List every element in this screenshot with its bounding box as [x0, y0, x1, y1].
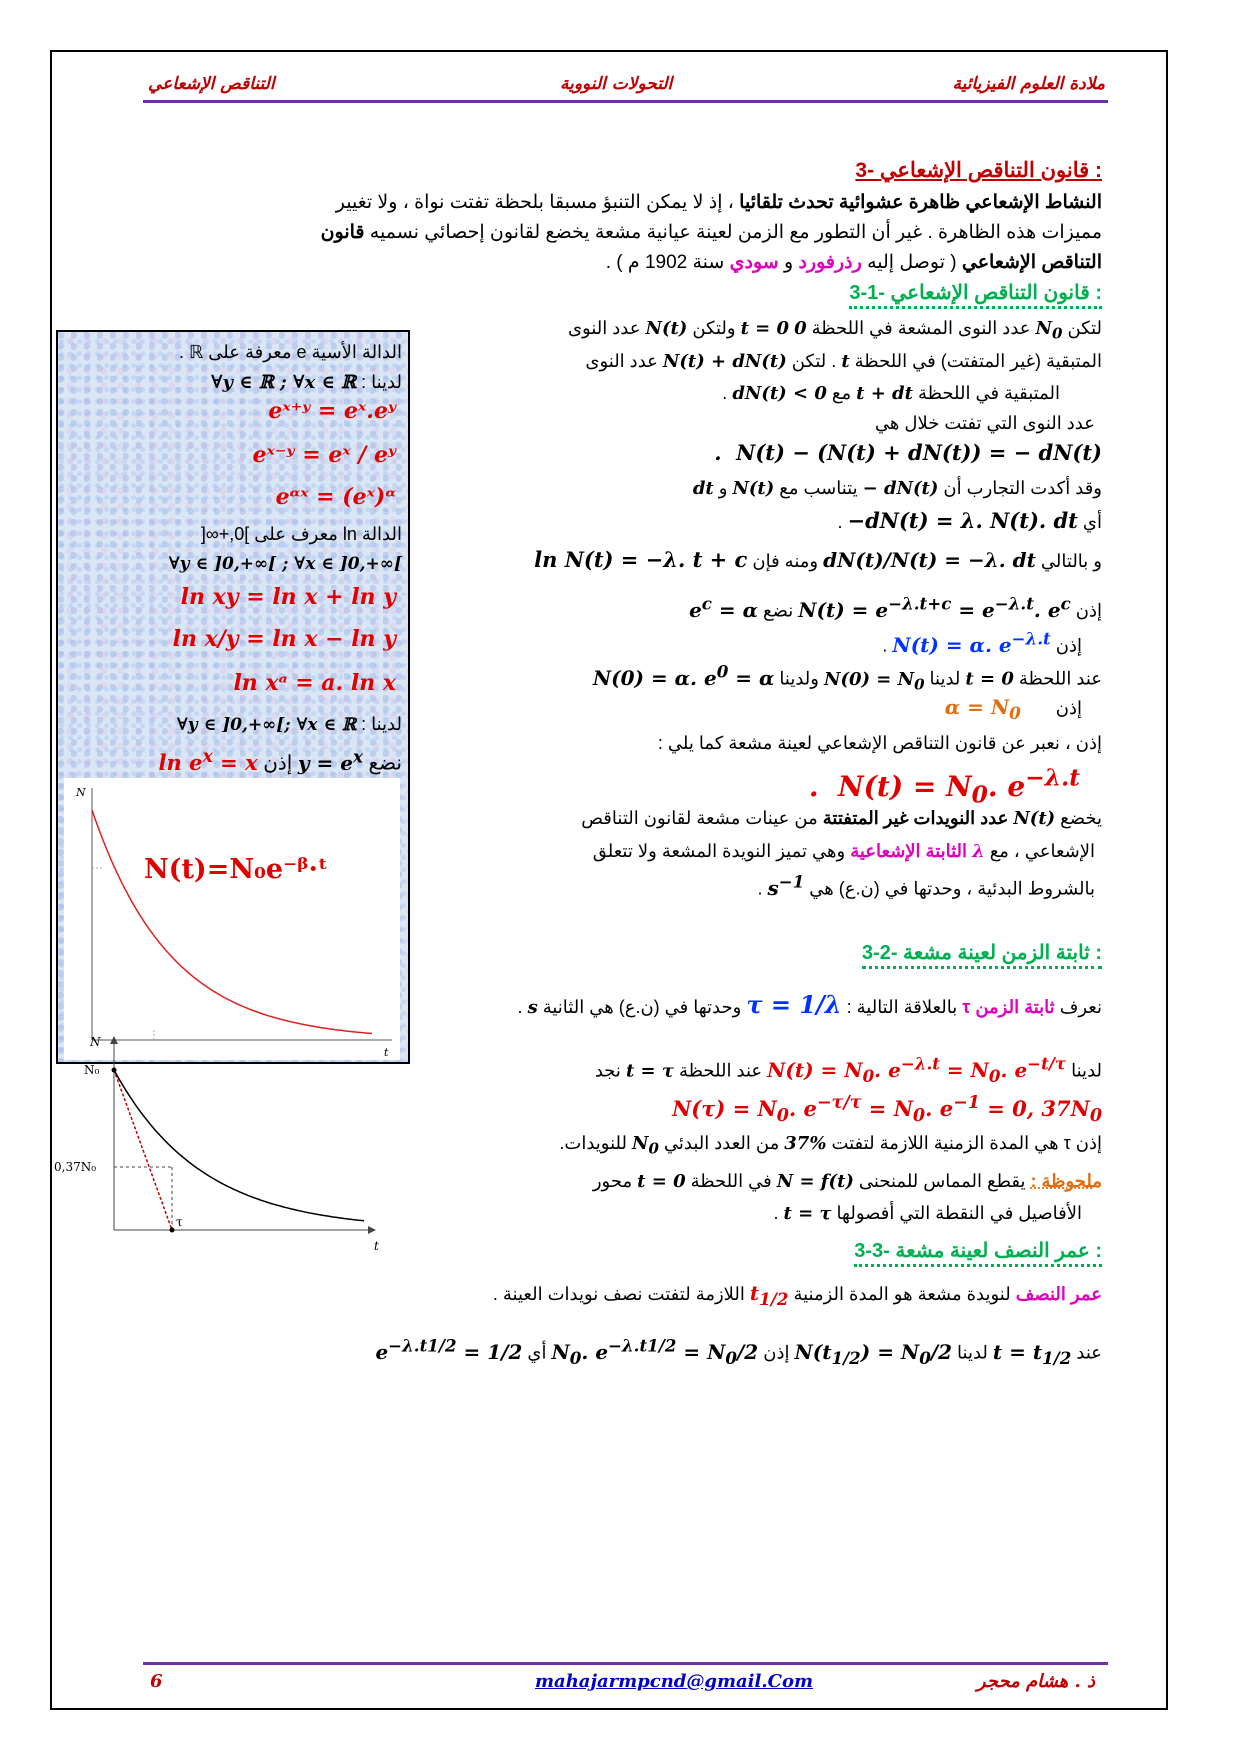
paragraph-line: المتبقية (غير المتفتت) في اللحظة t . لتكن N(t) + dN(t) عدد النوى — [585, 351, 1102, 372]
exp-property-1: eˣ⁺ʸ = eˣ.eʸ — [268, 398, 396, 424]
paragraph-line: التناقص الإشعاعي ( توصل إليه رذرفورد و سودي سنة 1902 م ) . — [605, 252, 1102, 273]
exp-property-3: eᵅˣ = (eˣ)ᵅ — [275, 484, 396, 510]
header-chapter: التحولات النووية — [560, 74, 673, 94]
paragraph-line: بالشروط البدئية ، وحدتها في (ن.ع) هي $s^{-1}$ . — [757, 871, 1095, 900]
paragraph-line: المتبقية في اللحظة t + dt مع dN(t) < 0 . — [722, 383, 1060, 404]
subsection-title-3-2: 3-2- ثابتة الزمن لعينة مشعة : — [862, 940, 1102, 969]
footer-author: ذ . هشام محجر — [976, 1671, 1095, 1692]
paragraph-line: لتكن $N_0$ عدد النوى المشعة في اللحظة 0 t = 0 ولتكن N(t) عدد النوى — [567, 318, 1102, 343]
paragraph-line: النشاط الإشعاعي ظاهرة عشوائية تحدث تلقائيا ، إذ لا يمكن التنبؤ مسبقا بلحظة تفتت نواة ، ولا تغيير — [335, 192, 1102, 213]
graph-formula: N(t)=N₀e⁻ᵝ·ᵗ — [144, 854, 328, 885]
axis-label-t: t — [384, 1046, 389, 1059]
decay-graph-inset — [64, 778, 400, 1060]
label-n0: N₀ — [84, 1063, 100, 1077]
equation: . N(t) − (N(t) + dN(t)) = − dN(t) — [714, 440, 1102, 465]
paragraph-line: إذن $N(t) = e^{-\lambda.t+c} = e^{-\lambda.t}$. $e^c$ نضع $e^c = \alpha$ — [689, 593, 1102, 622]
axis-label-t: t — [374, 1239, 379, 1253]
quantifier-line: ∀𝒚 ∈ ]0,+∞[ ; ∀𝒙 ∈ ]0,+∞[ — [168, 554, 402, 574]
paragraph-line: إذن τ هي المدة الزمنية اللازمة لتفتت 37% من العدد البدئي $N_0$ للنويدات. — [559, 1133, 1102, 1158]
n0-point — [112, 1068, 117, 1073]
paragraph-line: عمر النصف لنويدة مشعة هو المدة الزمنية $t_{1/2}$ اللازمة لتفتت نصف نويدات العينة . — [492, 1281, 1102, 1309]
footer-divider — [143, 1662, 1108, 1665]
paragraph-line: عند اللحظة t = 0 لدينا $N(0) = N_0$ ولدينا N(0) = α. $e^0 = \alpha$ — [592, 661, 1102, 694]
paragraph-line: إذن N(t) = α. $e^{-\lambda.t}$ . — [882, 628, 1082, 657]
quantifier-line: لدينا : ∀𝒚 ∈ ℝ ; ∀𝒙 ∈ ℝ — [211, 372, 402, 393]
paragraph-line: الإشعاعي ، مع λ الثابتة الإشعاعية وهي تميز النويدة المشعة ولا تتعلق — [592, 841, 1095, 862]
decay-curve — [114, 1070, 364, 1221]
paragraph-line: إذن $\alpha = N_0$ — [944, 695, 1082, 723]
paragraph-line: إذن ، نعبر عن قانون التناقص الإشعاعي لعينة مشعة كما يلي : — [657, 733, 1102, 753]
paragraph-line: يخضع N(t) عدد النويدات غير المتفتتة من عينات مشعة لقانون التناقص — [581, 808, 1102, 829]
paragraph-line: وقد أكدت التجارب أن − dN(t) يتناسب مع N(t) و dt — [692, 478, 1102, 499]
quantifier-line: لدينا : ∀𝒚 ∈ ]0,+∞[; ∀𝒙 ∈ ℝ — [176, 714, 402, 735]
paragraph-line: عدد النوى التي تفتت خلال هي — [874, 413, 1095, 433]
label-037n0: 0,37N₀ — [54, 1160, 97, 1174]
label-tau: τ — [176, 1215, 183, 1229]
tau-graph — [54, 1030, 384, 1270]
footer-email-link[interactable]: mahajarmpcnd@gmail.Com — [535, 1671, 813, 1692]
tau-graph-svg — [54, 1030, 384, 1270]
ln-property-3: ln xᵃ = a. ln x — [233, 670, 396, 696]
subsection-title-3-3: 3-3- عمر النصف لعينة مشعة : — [854, 1238, 1102, 1267]
y-arrow — [110, 1036, 118, 1044]
ln-exp-relation: نضع 𝒚 = $e^𝒙$ إذن $\ln e^x = x$ — [158, 746, 402, 775]
paragraph-line: نعرف ثابتة الزمن τ بالعلاقة التالية : τ = 1/λ وحدتها في (ن.ع) هي الثانية s . — [517, 990, 1102, 1019]
paragraph-line: و بالتالي dN(t)/N(t) = −λ. dt ومنه فإن ln N(t) = −λ. t + c — [534, 547, 1102, 572]
paragraph-line: أي −dN(t) = λ. N(t). dt . — [837, 508, 1102, 533]
ln-definition: الدالة ln معرف على ]0,+∞[ — [200, 524, 402, 544]
math-reminder-box — [56, 330, 410, 1064]
paragraph-line: لدينا $N(t) = N_0$. $e^{-\lambda.t} = N_0$. $e^{-t/\tau}$ عند اللحظة t = τ نجد — [594, 1053, 1102, 1086]
ln-property-2: ln x/y = ln x − ln y — [172, 626, 396, 652]
decay-law-equation: . $N(t) = N_0$. $e^{-\lambda.t}$ — [808, 764, 1080, 809]
subsection-title-3-1: 3-1- قانون التناقص الإشعاعي : — [849, 280, 1102, 309]
paragraph-line: الأفاصيل في النقطة التي أفصولها t = τ . — [773, 1203, 1082, 1224]
ln-property-1: ln xy = ln x + ln y — [180, 584, 396, 610]
decay-graph-svg — [64, 778, 400, 1060]
tangent-line — [114, 1070, 172, 1230]
x-arrow — [368, 1226, 376, 1234]
exp-definition: الدالة الأسية e معرفة على ℝ . — [178, 342, 402, 362]
header-divider — [143, 100, 1108, 103]
axis-label-n: N — [90, 1035, 101, 1049]
paragraph-line: مميزات هذه الظاهرة . غير أن التطور مع الزمن لعينة عيانية مشعة يخضع لقانون إحصائي نسميه قانون — [320, 222, 1102, 243]
axis-label-n: N — [76, 786, 86, 799]
footer-page-number: 6 — [150, 1671, 163, 1692]
tau-point — [170, 1228, 175, 1233]
paragraph-line: عند $t = t_{1/2}$ لدينا $N(t_{1/2}) = N_0/2$ إذن $N_0$. $e^{-\lambda.t1/2} = N_0/2$ أي $e^{-\lambda.t1/2} = 1/2$ — [375, 1335, 1102, 1368]
header-topic: التناقص الإشعاعي — [148, 74, 275, 94]
decay-curve — [92, 810, 372, 1034]
tau-equation: $N(\tau) = N_0$. $e^{-\tau/\tau} = N_0$. $e^{-1} = 0$, $37N_0$ — [672, 1093, 1102, 1127]
exp-property-2: eˣ⁻ʸ = eˣ / eʸ — [252, 442, 396, 468]
section-title: 3- قانون التناقص الإشعاعي : — [855, 159, 1102, 182]
paragraph-line: ملحوظة : يقطع المماس للمنحنى N = f(t) في اللحظة t = 0 محور — [592, 1171, 1102, 1192]
header-subject: ملادة العلوم الفيزيائية — [952, 74, 1105, 94]
